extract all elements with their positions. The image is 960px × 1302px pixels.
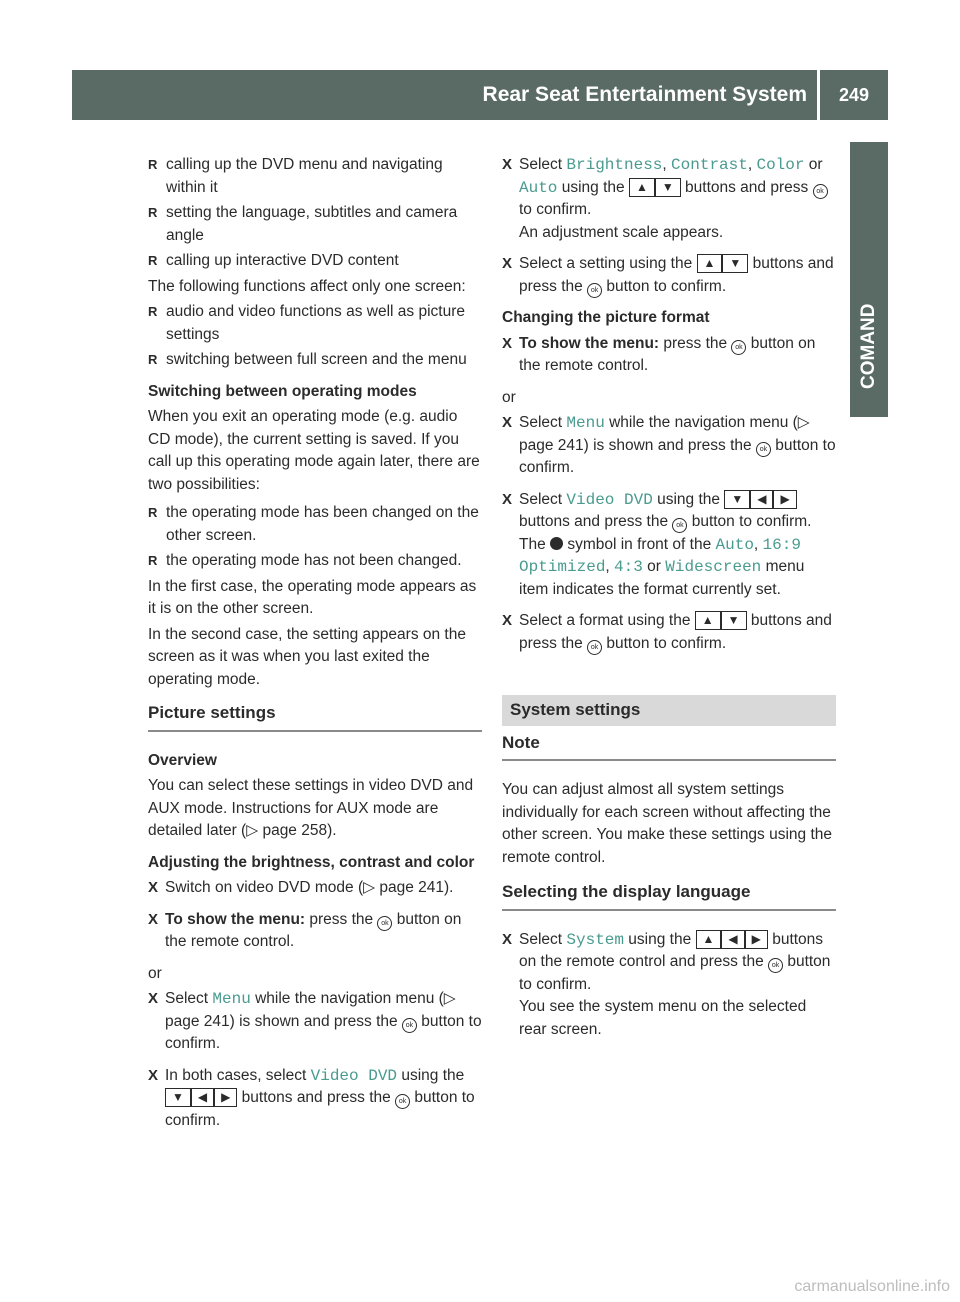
subheading: Adjusting the brightness, contrast and color bbox=[148, 853, 475, 871]
step-text: button to confirm. bbox=[602, 277, 727, 295]
ok-button-icon: ok bbox=[672, 518, 687, 533]
step-item bbox=[148, 988, 482, 1056]
step-text: press the bbox=[305, 910, 378, 928]
menu-code: Menu bbox=[212, 990, 251, 1008]
section-tab-label-wrap bbox=[850, 142, 888, 417]
left-button-icon: ◀ bbox=[721, 930, 744, 949]
menu-code: Color bbox=[756, 156, 805, 174]
up-button-icon: ▲ bbox=[697, 254, 723, 273]
down-button-icon: ▼ bbox=[165, 1088, 191, 1107]
step-item bbox=[502, 412, 836, 480]
step-text: using the bbox=[557, 178, 629, 196]
section-heading: Picture settings bbox=[148, 702, 482, 732]
step-text: buttons and press the bbox=[519, 255, 834, 295]
ok-button-icon: ok bbox=[587, 283, 602, 298]
ok-button-icon: ok bbox=[395, 1094, 410, 1109]
menu-code: 16:9 Optimized bbox=[519, 535, 801, 576]
list-item: R setting the language, subtitles and camera angle bbox=[148, 202, 482, 247]
step-item bbox=[148, 1065, 482, 1133]
step-text: to confirm. bbox=[519, 201, 592, 218]
ok-button-icon: ok bbox=[813, 184, 828, 199]
subheading: Changing the picture format bbox=[502, 309, 710, 326]
menu-code: System bbox=[566, 930, 624, 949]
list-item: R the operating mode has been changed on the other screen. bbox=[148, 502, 482, 547]
down-button-icon: ▼ bbox=[722, 254, 748, 273]
paragraph: In the first case, the operating mode appears as it is on the other screen. bbox=[148, 577, 477, 617]
step-text: Select bbox=[165, 990, 213, 1007]
selected-dot-icon bbox=[550, 537, 563, 550]
subheading: Overview bbox=[148, 751, 217, 769]
paragraph: The following functions affect only one screen: bbox=[148, 277, 466, 295]
section-heading: Note bbox=[502, 732, 836, 762]
step-text: Select bbox=[519, 156, 567, 173]
ok-button-icon: ok bbox=[756, 442, 771, 457]
step-item bbox=[502, 929, 836, 1042]
header-title: Rear Seat Entertainment System bbox=[483, 70, 820, 120]
left-column bbox=[148, 154, 482, 1141]
step-item bbox=[148, 909, 482, 954]
step-item: X Select Video DVD using the ▼ ◀ ▶ buttons and press the ok button to confirm. The symbol in front of the Auto, 16:9 Optimized, 4:3 or Widescreen menu item indicates the format currently set. bbox=[502, 489, 836, 602]
step-text: Select bbox=[519, 414, 567, 431]
step-text: button to confirm. bbox=[165, 1012, 482, 1052]
step-text: Select a format using the bbox=[519, 612, 695, 629]
list-item: R calling up interactive DVD content bbox=[148, 250, 482, 273]
step-text: button to confirm. bbox=[687, 513, 812, 530]
menu-code: Video DVD bbox=[310, 1066, 398, 1085]
step-item: X Select Brightness, Contrast, Color or Auto using the ▲ ▼ buttons and press ok to confirm. An adjustment scale appears. bbox=[502, 154, 836, 244]
step-text: button to confirm. bbox=[165, 1089, 475, 1129]
ok-button-icon: ok bbox=[731, 340, 746, 355]
step-text: menu item indicates the format currently set. bbox=[519, 558, 805, 598]
page-header bbox=[72, 70, 888, 120]
page-number: 249 bbox=[838, 85, 870, 105]
step-item bbox=[502, 610, 836, 655]
section-tab-label: COMAND bbox=[858, 303, 879, 389]
step-lead: To show the menu: bbox=[165, 910, 306, 928]
step-text: buttons and press bbox=[680, 178, 813, 196]
down-button-icon: ▼ bbox=[655, 178, 681, 197]
step-item: X Switch on video DVD mode (▷ page 241). bbox=[148, 877, 482, 900]
step-text: using the bbox=[624, 930, 696, 948]
step-text: press the bbox=[659, 334, 732, 352]
right-button-icon: ▶ bbox=[745, 930, 768, 949]
step-text: buttons and press the bbox=[237, 1089, 396, 1106]
list-item: R audio and video functions as well as picture settings bbox=[148, 301, 482, 346]
ok-button-icon: ok bbox=[768, 958, 783, 973]
up-button-icon: ▲ bbox=[695, 611, 721, 630]
step-result: An adjustment scale appears. bbox=[519, 223, 724, 241]
step-text: button to confirm. bbox=[602, 634, 727, 652]
section-bar: System settings bbox=[502, 695, 836, 726]
step-item bbox=[502, 333, 836, 378]
or-text: or bbox=[502, 388, 516, 406]
step-text: button on the remote control. bbox=[165, 910, 462, 950]
step-text: or bbox=[804, 156, 823, 173]
menu-code: Widescreen bbox=[665, 558, 762, 576]
menu-code: Video DVD bbox=[566, 490, 653, 509]
step-text: while the navigation menu (▷ page 241) is shown and press the bbox=[519, 414, 810, 454]
step-text: Select a setting using the bbox=[519, 255, 697, 272]
step-text: button to confirm. bbox=[519, 953, 831, 993]
step-text: or bbox=[642, 558, 666, 575]
step-item bbox=[502, 253, 836, 298]
step-text: using the bbox=[652, 490, 725, 508]
step-text: using the bbox=[397, 1066, 465, 1084]
menu-code: Auto bbox=[715, 535, 754, 554]
step-text: Select bbox=[519, 930, 567, 948]
list-item: R switching between full screen and the menu bbox=[148, 349, 482, 372]
step-text: In both cases, select bbox=[165, 1066, 311, 1084]
subheading: Switching between operating modes bbox=[148, 382, 417, 400]
up-button-icon: ▲ bbox=[629, 178, 655, 197]
down-button-icon: ▼ bbox=[721, 611, 747, 630]
list-item: R calling up the DVD menu and navigating within it bbox=[148, 154, 482, 199]
ok-button-icon: ok bbox=[587, 640, 602, 655]
step-text: button on the remote control. bbox=[519, 334, 816, 374]
step-lead: To show the menu: bbox=[519, 334, 660, 352]
watermark: carmanualsonline.info bbox=[794, 1278, 950, 1295]
list-item: R the operating mode has not been changed. bbox=[148, 550, 482, 573]
right-button-icon: ▶ bbox=[773, 490, 796, 509]
down-button-icon: ▼ bbox=[724, 490, 750, 509]
step-text: buttons on the remote control and press the bbox=[519, 930, 824, 970]
ok-button-icon: ok bbox=[402, 1018, 417, 1033]
paragraph: In the second case, the setting appears on the screen as it was when you last exited the operating mode. bbox=[148, 625, 466, 688]
menu-code: Menu bbox=[566, 414, 605, 432]
ok-button-icon: ok bbox=[377, 916, 392, 931]
paragraph: You can adjust almost all system settings individually for each screen without affecting the other screen. You make these settings using the remote control. bbox=[502, 781, 833, 866]
menu-code: 4:3 bbox=[614, 558, 643, 576]
step-text: The bbox=[519, 535, 551, 553]
or-text: or bbox=[148, 964, 162, 982]
paragraph: You can select these settings in video DVD and AUX mode. Instructions for AUX mode are detailed later (▷ page 258). bbox=[148, 777, 474, 839]
step-text: button to confirm. bbox=[519, 436, 836, 476]
step-text: buttons and press the bbox=[519, 513, 673, 530]
menu-code: Contrast bbox=[671, 156, 748, 174]
paragraph: When you exit an operating mode (e.g. audio CD mode), the current setting is saved. If you call up this operating mode again later, there are two possibilities: bbox=[148, 408, 480, 493]
left-button-icon: ◀ bbox=[750, 490, 773, 509]
menu-code: Brightness bbox=[566, 156, 663, 174]
step-text: symbol in front of the bbox=[563, 535, 716, 553]
right-column bbox=[502, 154, 836, 1050]
step-text: while the navigation menu (▷ page 241) is shown and press the bbox=[165, 990, 456, 1030]
step-text: Select bbox=[519, 490, 567, 508]
menu-code: Auto bbox=[519, 178, 558, 197]
step-result: You see the system menu on the selected rear screen. bbox=[519, 998, 807, 1038]
step-text: buttons and press the bbox=[519, 612, 832, 652]
right-button-icon: ▶ bbox=[214, 1088, 237, 1107]
up-button-icon: ▲ bbox=[696, 930, 722, 949]
left-button-icon: ◀ bbox=[191, 1088, 214, 1107]
section-heading: Selecting the display language bbox=[502, 881, 836, 911]
